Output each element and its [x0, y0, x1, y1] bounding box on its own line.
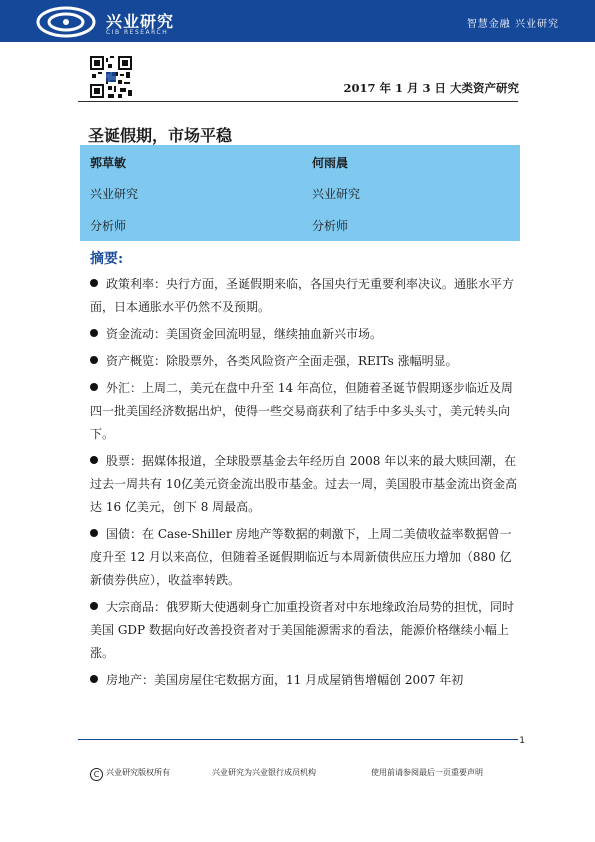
summary-text: 大宗商品：俄罗斯大使遇刺身亡加重投资者对中东地缘政治局势的担忧，同时美国 GDP 数据向好改善投资者对于美国能源需求的看法，能源价格继续小幅上涨。 — [90, 600, 515, 660]
footer-disclaimer: 使用前请参阅最后一页重要声明 — [371, 768, 483, 777]
bullet-icon — [90, 602, 98, 610]
summary-item — [90, 596, 520, 665]
bullet-icon — [90, 356, 98, 364]
author-name: 何雨晨 — [312, 156, 349, 170]
summary-text: 外汇：上周二，美元在盘中升至 14 年高位，但随着圣诞节假期逐步临近及周四一批美国经济数据出炉，使得一些交易商获利了结手中多头头寸，美元转头向下。 — [90, 381, 513, 441]
summary-item — [90, 377, 520, 446]
copyright-icon: C — [90, 768, 103, 781]
logo-name: 兴业研究 — [106, 12, 175, 31]
bullet-icon — [90, 383, 98, 391]
summary-text: 国债：在 Case-Shiller 房地产等数据的刺激下，上周二美债收益率数据曾一度升至 12 月以来高位，但随着圣诞假期临近与本周新债供应压力增加（880 亿新债券供应），收益率转跌。 — [90, 527, 512, 587]
company-logo — [36, 5, 206, 39]
summary-item — [90, 523, 520, 592]
author-role: 分析师 — [312, 219, 349, 233]
bullet-icon — [90, 279, 98, 287]
summary-text: 房地产：美国房屋住宅数据方面，11 月成屋销售增幅创 2007 年初 — [106, 673, 464, 687]
bullet-icon — [90, 329, 98, 337]
summary-item — [90, 450, 520, 519]
bullet-icon — [90, 675, 98, 683]
summary-list — [90, 273, 520, 696]
bullet-icon — [90, 456, 98, 464]
summary-heading: 摘要: — [90, 251, 124, 267]
summary-text: 政策利率：央行方面，圣诞假期来临，各国央行无重要利率决议。通胀水平方面，日本通胀水平仍然不及预期。 — [90, 277, 515, 314]
summary-item — [90, 350, 520, 373]
author-org: 兴业研究 — [90, 187, 139, 201]
header-divider — [78, 101, 518, 102]
summary-item — [90, 273, 520, 319]
logo-icon — [36, 6, 96, 38]
author-block — [80, 145, 520, 241]
author-name: 郭草敏 — [90, 156, 127, 170]
footer-copyright — [90, 767, 170, 781]
summary-text: 资金流动：美国资金回流明显，继续抽血新兴市场。 — [106, 327, 383, 341]
author-role: 分析师 — [90, 219, 127, 233]
footer-member: 兴业研究为兴业银行成员机构 — [212, 768, 316, 777]
report-title: 圣诞假期，市场平稳 — [88, 126, 233, 145]
qr-code-icon — [90, 56, 132, 98]
bullet-icon — [90, 529, 98, 537]
summary-text: 股票：据媒体报道，全球股票基金去年经历自 2008 年以来的最大赎回潮，在过去一周共有 10亿美元资金流出股市基金。过去一周，美国股市基金流出资金高达 16 亿美元，创下 8 周最高。 — [90, 454, 518, 514]
author-org: 兴业研究 — [312, 187, 361, 201]
copyright-text: 兴业研究版权所有 — [106, 768, 170, 777]
header-slogan: 智慧金融 兴业研究 — [466, 19, 559, 30]
header-band — [0, 0, 595, 42]
logo-subtitle: CIB RESEARCH — [106, 29, 169, 36]
summary-text: 资产概览：除股票外，各类风险资产全面走强，REITs 涨幅明显。 — [106, 354, 458, 368]
summary-item — [90, 669, 520, 692]
footer-divider — [78, 739, 518, 740]
summary-item — [90, 323, 520, 346]
report-date: 2017 年 1 月 3 日 大类资产研究 — [343, 81, 519, 95]
page-number: 1 — [519, 736, 525, 746]
